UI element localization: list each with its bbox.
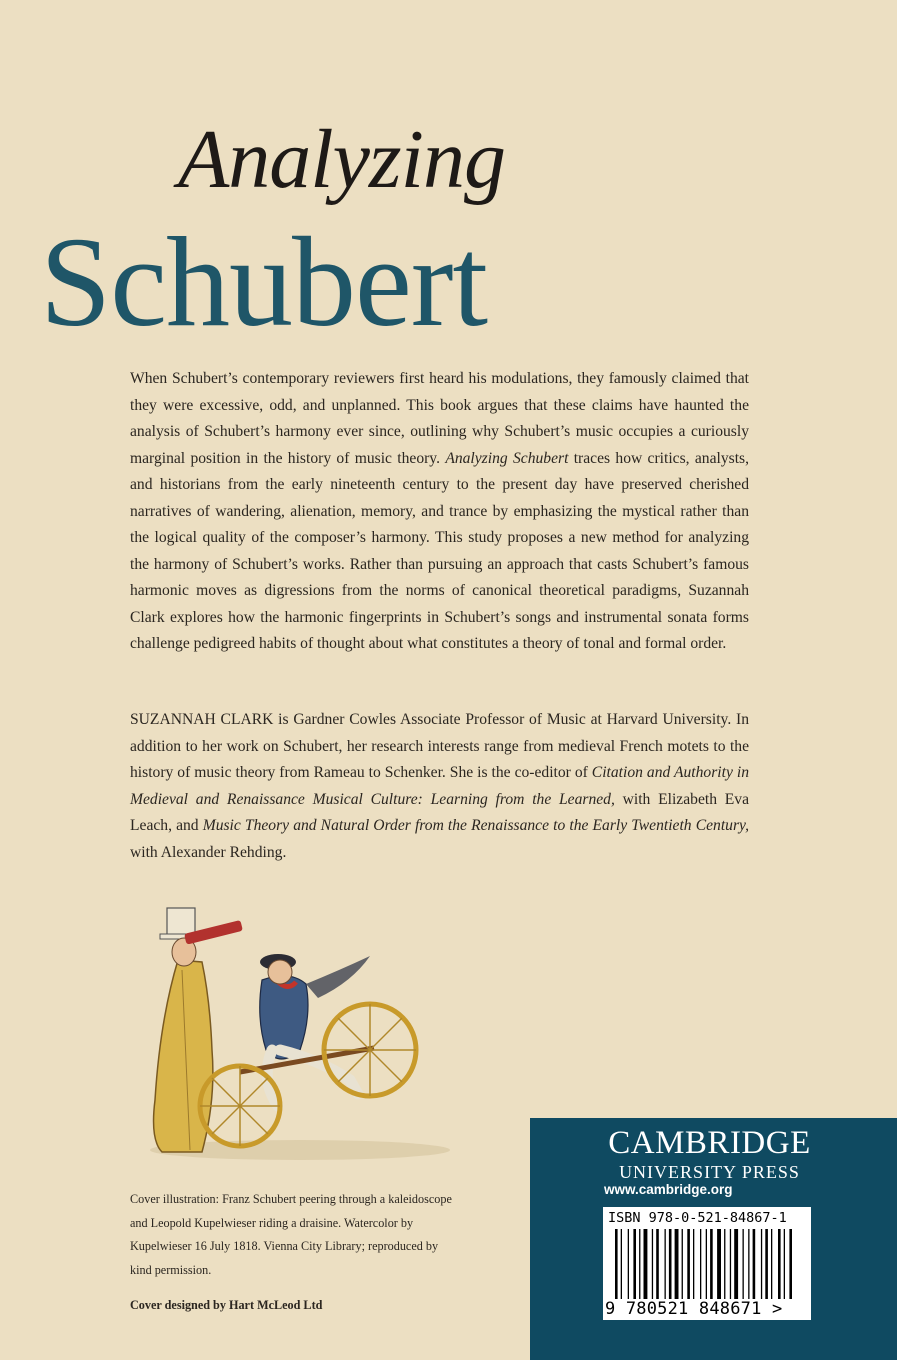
- cover-caption: Cover illustration: Franz Schubert peering through a kaleidoscope and Leopold Kupelwieser riding a draisine. Watercolor by Kupelwieser 16 July 1818. Vienna City Library; reproduced by kind permission.: [130, 1192, 452, 1277]
- bio-book-1: Citation and Authority in Medieval and Renaissance Musical Culture: Learning from the Learned,: [130, 764, 749, 808]
- bio-text-1: SUZANNAH CLARK is Gardner Cowles Associate Professor of Music at Harvard University. In addition to her work on Schubert, her research interests range from medieval French motets to the history of music theory from Rameau to Schenker. She is the co-editor of: [130, 711, 749, 781]
- bio-book-2: Music Theory and Natural Order from the Renaissance to the Early Twentieth Century,: [202, 817, 749, 834]
- author-bio: [130, 707, 749, 866]
- barcode-panel: [603, 1207, 811, 1320]
- title-line-2: Schubert: [40, 211, 487, 353]
- cover-designer-credit: Cover designed by Hart McLeod Ltd: [130, 1298, 323, 1312]
- bio-text-3: with Alexander Rehding.: [130, 843, 287, 861]
- title-line-1: Analyzing: [178, 113, 505, 206]
- barcode-digits: 9 780521 848671 >: [605, 1299, 783, 1319]
- isbn-label: ISBN 978-0-521-84867-1: [608, 1210, 787, 1226]
- cover-illustration: [120, 900, 450, 1170]
- description-text-2: traces how critics, analysts, and historians from the early nineteenth century to the present day have preserved cherished narratives of wandering, alienation, memory, and trance by emphasizing the mystical rather than the logical quality of the composer’s harmony. This study proposes a new method for analyzing the harmony of Schubert’s works. Rather than pursuing an approach that casts Schubert’s famous harmonic moves as digressions from the norms of canonical theoretical paradigms, Suzannah Clark explores how the harmonic fingerprints in Schubert’s songs and instrumental sonata forms challenge pedigreed habits of thought about what constitutes a theory of tonal and formal order.: [130, 449, 749, 652]
- description-book-title: Analyzing Schubert: [445, 449, 569, 467]
- publisher-subtitle: UNIVERSITY PRESS: [619, 1162, 800, 1182]
- publisher-url: www.cambridge.org: [604, 1182, 733, 1197]
- book-description: [130, 366, 749, 658]
- description-text-1: When Schubert’s contemporary reviewers first heard his modulations, they famously claimed that they were excessive, odd, and unplanned. This book argues that these claims have haunted the analysis of Schubert’s harmony ever since, outlining why Schubert’s music occupies a curiously marginal position in the history of music theory.: [130, 370, 749, 467]
- bio-text-2: with Elizabeth Eva Leach, and: [130, 790, 749, 834]
- publisher-name: CAMBRIDGE: [608, 1125, 811, 1161]
